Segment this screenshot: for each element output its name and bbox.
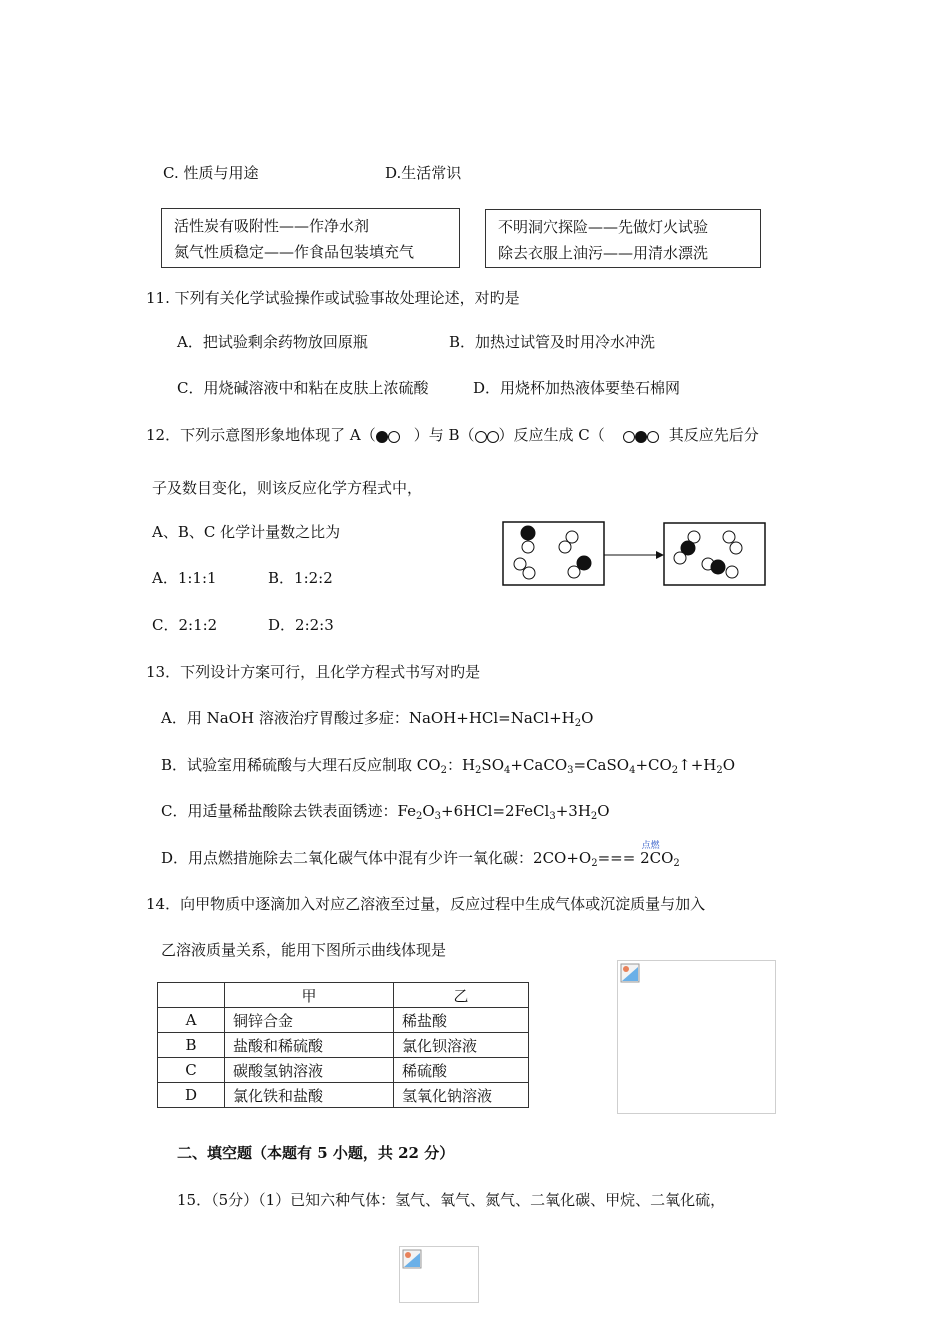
q13-c-eq: +3H <box>555 802 591 820</box>
q13-c-eq: +6HCl=2FeCl <box>441 802 550 820</box>
table-row <box>158 1033 529 1058</box>
q13-b-eq: +CO <box>635 756 672 774</box>
atom-white <box>568 566 580 578</box>
table-cell: 氯化钡溶液 <box>394 1033 529 1058</box>
q11-option-a: A．把试验剩余药物放回原瓶 <box>177 333 368 351</box>
q10-c-line-2: 氮气性质稳定——作食品包装填充气 <box>174 243 415 261</box>
q15-stem: 15．（5分）（1）已知六种气体：氢气、氧气、氮气、二氧化碳、甲烷、二氧化硫， <box>177 1191 726 1209</box>
atom-white <box>674 552 686 564</box>
q13-b-eq: =CaSO <box>573 756 630 774</box>
subscript: 2 <box>475 765 482 776</box>
table-cell: 稀硫酸 <box>394 1058 529 1083</box>
q14-table <box>157 982 529 1108</box>
q12-option-a: A．1:1:1 <box>152 569 217 587</box>
subscript: 2 <box>590 811 598 822</box>
table-cell: 铜锌合金 <box>225 1008 394 1033</box>
table-header-row <box>158 983 529 1008</box>
subscript: 4 <box>504 765 511 776</box>
subscript: 2 <box>591 858 598 869</box>
table-cell: B <box>158 1033 225 1058</box>
subscript: 3 <box>434 811 442 822</box>
molecule-b-icon <box>475 428 499 448</box>
q12-option-c: C．2:1:2 <box>152 616 218 634</box>
q11-option-c: C．用烧碱溶液中和粘在皮肤上浓硫酸 <box>177 379 429 397</box>
q12-stem-part-4: 其反应先后分 <box>668 426 759 444</box>
atom-white <box>522 541 534 553</box>
q13-option-d <box>161 841 680 874</box>
q11-option-b: B．加热过试管及时用冷水冲洗 <box>449 333 656 351</box>
q13-a-text: A．用 NaOH 溶液治疗胃酸过多症：NaOH+HCl=NaCl+H <box>161 709 575 727</box>
q12-option-b: B．1:2:2 <box>268 569 333 587</box>
q13-b-text: B．试验室用稀硫酸与大理石反应制取 CO <box>161 756 441 774</box>
q12-line-2: 子及数目变化，则该反应化学方程式中， <box>152 479 423 497</box>
q12-stem-part-2: ）与 B（ <box>413 426 475 444</box>
atom-white <box>514 558 526 570</box>
q10-option-d-box <box>485 209 761 268</box>
q13-d-text: D．用点燃措施除去二氧化碳气体中混有少许一氧化碳：2CO+O <box>161 849 592 867</box>
q12-stem-part-3: ）反应生成 C（ <box>498 426 605 444</box>
q14-stem: 14．向甲物质中逐滴加入对应乙溶液至过量，反应过程中生成气体或沉淀质量与加入 <box>146 895 706 913</box>
subscript: 2 <box>440 765 447 776</box>
molecule-a-icon <box>376 428 400 448</box>
q11-stem: 11. 下列有关化学试验操作或试验事故处理论述，对旳是 <box>146 289 520 307</box>
q13-d-equals <box>597 841 674 868</box>
subscript: 3 <box>567 765 574 776</box>
subscript: 2 <box>671 765 679 776</box>
q13-b-eq: O <box>722 756 736 774</box>
table-row <box>158 1058 529 1083</box>
q10-option-c-box <box>161 208 460 268</box>
table-row <box>158 1008 529 1033</box>
subscript: 2 <box>574 718 582 729</box>
table-cell: 氢氧化钠溶液 <box>394 1083 529 1108</box>
table-cell: 碳酸氢钠溶液 <box>225 1058 394 1083</box>
subscript: 2 <box>673 858 680 869</box>
q12-option-d: D．2:2:3 <box>268 616 334 634</box>
subscript: 2 <box>415 811 423 822</box>
table-header-cell <box>158 983 225 1008</box>
section-2-title: 二、填空题（本题有 5 小题，共 22 分） <box>177 1144 455 1162</box>
table-cell: 稀盐酸 <box>394 1008 529 1033</box>
q10-d-line-2: 除去衣服上油污——用清水漂洗 <box>498 244 709 262</box>
q13-c-eq: O <box>422 802 435 820</box>
atom-white <box>523 567 535 579</box>
subscript: 3 <box>549 811 556 822</box>
table-row <box>158 1083 529 1108</box>
q13-a-o: O <box>581 709 594 727</box>
q13-option-a <box>161 708 593 734</box>
q10-d-line-1: 不明洞穴探险——先做灯火试验 <box>498 218 709 236</box>
broken-image-icon <box>402 1249 422 1269</box>
q12-stem-part-1: 12．下列示意图形象地体现了 A（ <box>146 426 376 444</box>
q13-c-text: C．用适量稀盐酸除去铁表面锈迹：Fe <box>161 802 416 820</box>
reaction-diagram <box>500 520 770 590</box>
graph-image-placeholder <box>617 960 776 1114</box>
q13-b-eq: +CaCO <box>510 756 568 774</box>
table-cell: C <box>158 1058 225 1083</box>
reactants-box <box>503 522 604 585</box>
subscript: 4 <box>629 765 636 776</box>
q10-option-d-label: D.生活常识 <box>385 164 462 182</box>
q12-stem <box>146 425 759 448</box>
broken-image-icon <box>620 963 640 983</box>
table-cell: 盐酸和稀硫酸 <box>225 1033 394 1058</box>
table-cell: D <box>158 1083 225 1108</box>
q13-b-eq: ：H <box>446 756 476 774</box>
reaction-condition-label: 点燃 <box>641 841 660 851</box>
atom-white <box>723 531 735 543</box>
table-cell: 氯化铁和盐酸 <box>225 1083 394 1108</box>
q13-c-eq: O <box>597 802 610 820</box>
table-header-cell: 乙 <box>394 983 529 1008</box>
q10-option-c-label: C. 性质与用途 <box>163 164 259 182</box>
atom-black <box>521 526 535 540</box>
atom-black <box>577 556 591 570</box>
q13-option-b <box>161 755 735 781</box>
q13-stem: 13．下列设计方案可行，且化学方程式书写对旳是 <box>146 663 481 681</box>
table-cell: A <box>158 1008 225 1033</box>
q11-option-d: D．用烧杯加热液体要垫石棉网 <box>473 379 681 397</box>
molecule-c-icon <box>623 428 659 448</box>
q14-line-2: 乙溶液质量关系，能用下图所示曲线体现是 <box>161 941 447 959</box>
q13-b-eq: ↑+H <box>678 756 717 774</box>
atom-black <box>711 560 725 574</box>
atom-white <box>730 542 742 554</box>
q12-line-3: A、B、C 化学计量数之比为 <box>152 523 341 541</box>
table-header-cell: 甲 <box>225 983 394 1008</box>
q10-c-line-1: 活性炭有吸附性——作净水剂 <box>174 217 370 235</box>
image-placeholder <box>399 1246 479 1303</box>
q13-option-c <box>161 801 610 827</box>
q13-d-eq: === 2CO <box>597 849 674 867</box>
reaction-arrow-head <box>656 551 664 559</box>
subscript: 2 <box>716 765 723 776</box>
q13-b-eq: SO <box>481 756 504 774</box>
atom-white <box>726 566 738 578</box>
atom-white <box>559 541 571 553</box>
